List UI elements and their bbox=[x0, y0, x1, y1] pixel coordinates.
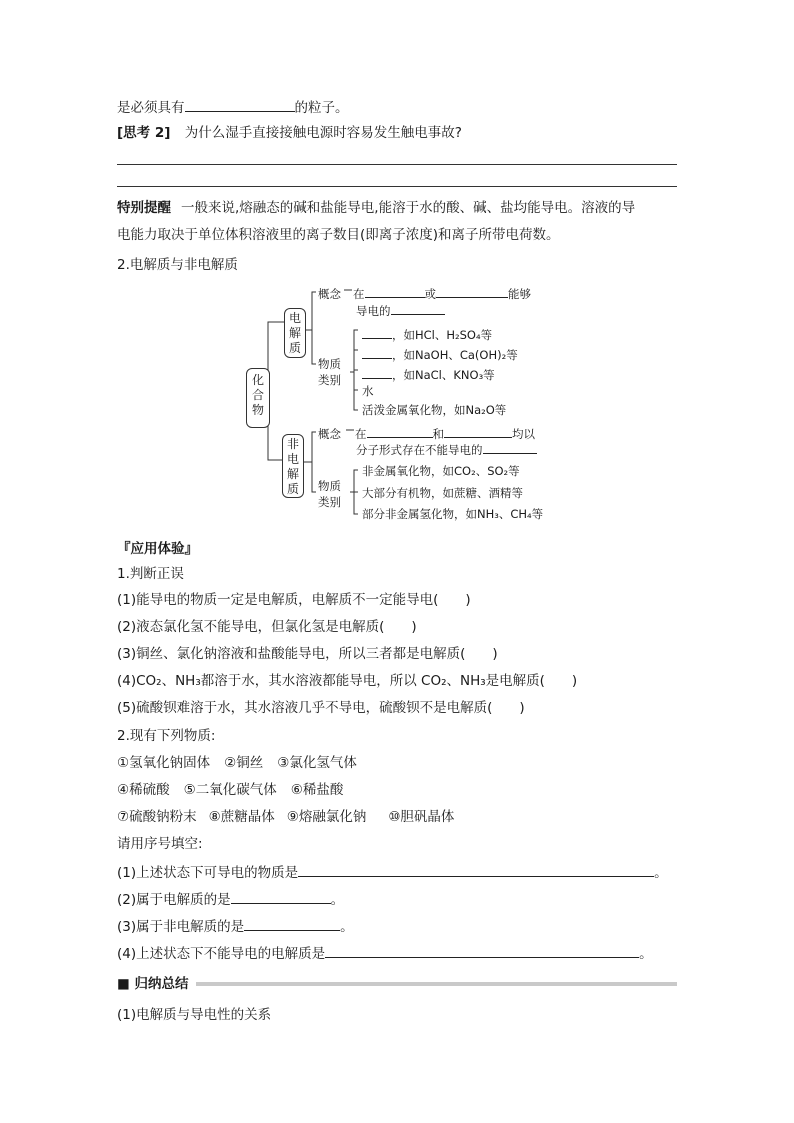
answer-blank[interactable] bbox=[325, 943, 639, 958]
compound-box bbox=[246, 368, 270, 428]
category-label: 类别 bbox=[318, 373, 341, 387]
electrolyte-item bbox=[362, 364, 495, 383]
answer-blank[interactable] bbox=[298, 862, 654, 877]
answer-blank[interactable] bbox=[436, 283, 508, 298]
box-char: 质 bbox=[288, 341, 301, 355]
nonelectrolyte-item: 大部分有机物，如蔗糖、酒精等 bbox=[362, 486, 523, 500]
q2-fill-3 bbox=[117, 916, 354, 936]
summary-item: (1)电解质与导电性的关系 bbox=[117, 1007, 272, 1023]
box-char: 质 bbox=[286, 482, 299, 496]
substance: ①氢氧化钠固体 bbox=[117, 755, 211, 771]
tip-text-2: 电能力取决于单位体积溶液里的离子数目(即离子浓度)和离子所带电荷数。 bbox=[117, 227, 560, 243]
think-text: 为什么湿手直接接触电源时容易发生触电事故? bbox=[184, 125, 462, 141]
electrolyte-item bbox=[362, 344, 518, 363]
category-label: 类别 bbox=[318, 495, 341, 509]
electrolyte-item: 活泼金属氧化物，如Na₂O等 bbox=[362, 403, 507, 417]
concept-text: 和 bbox=[432, 427, 444, 441]
concept-text: 导电的 bbox=[356, 304, 391, 318]
item-text: ，如NaCl、KNO₃等 bbox=[392, 368, 495, 382]
q2-fill-2 bbox=[117, 889, 344, 909]
electrolyte-box bbox=[284, 308, 306, 358]
answer-blank[interactable] bbox=[362, 364, 392, 379]
substance: ②铜丝 bbox=[224, 755, 264, 771]
nonelectrolyte-concept-line-2 bbox=[356, 439, 537, 458]
think-tag: [思考 2] bbox=[117, 125, 171, 141]
box-char: 非 bbox=[286, 437, 299, 451]
box-char: 物 bbox=[251, 403, 264, 417]
substance: ⑤二氧化碳气体 bbox=[183, 782, 277, 798]
concept-text: 在 bbox=[353, 287, 365, 301]
electrolyte-item: 水 bbox=[362, 384, 374, 398]
answer-blank[interactable] bbox=[244, 916, 340, 931]
top-line-suffix: 的粒子。 bbox=[294, 100, 349, 116]
answer-blank[interactable] bbox=[483, 439, 537, 454]
apply-title: 『应用体验』 bbox=[117, 541, 198, 557]
fill-end: 。 bbox=[330, 892, 345, 908]
substance: ⑩胆矾晶体 bbox=[388, 809, 455, 825]
category-label: 物质 bbox=[318, 479, 341, 493]
nonelectrolyte-box bbox=[282, 434, 304, 498]
item-text: ，如HCl、H₂SO₄等 bbox=[392, 328, 493, 342]
answer-blank[interactable] bbox=[391, 300, 445, 315]
q1-item: (3)铜丝、氯化钠溶液和盐酸能导电，所以三者都是电解质( ) bbox=[117, 646, 498, 662]
concept-label: 概念 bbox=[318, 287, 341, 301]
fill-end: 。 bbox=[639, 946, 653, 962]
tip-text-1: 一般来说,熔融态的碱和盐能导电,能溶于水的酸、碱、盐均能导电。溶液的导 bbox=[181, 200, 636, 216]
q1-item: (5)硫酸钡难溶于水，其水溶液几乎不导电，硫酸钡不是电解质( ) bbox=[117, 700, 525, 716]
concept-text: 能够 bbox=[508, 287, 531, 301]
box-char: 解 bbox=[288, 326, 301, 340]
fill-prompt: (3)属于非电解质的是 bbox=[117, 919, 245, 935]
concept-text: 分子形式存在不能导电的 bbox=[356, 443, 483, 457]
concept-text: 在 bbox=[355, 427, 367, 441]
answer-blank[interactable] bbox=[362, 344, 392, 359]
nonelectrolyte-item: 部分非金属氢化物，如NH₃、CH₄等 bbox=[362, 507, 544, 521]
substance: ④稀硫酸 bbox=[117, 782, 170, 798]
fill-prompt: (2)属于电解质的是 bbox=[117, 892, 231, 908]
top-line-prefix: 是必须具有 bbox=[117, 100, 185, 116]
category-label: 物质 bbox=[318, 357, 341, 371]
concept-text: 或 bbox=[424, 287, 436, 301]
box-char: 化 bbox=[251, 373, 264, 387]
q2-fill-4 bbox=[117, 943, 653, 963]
q1-item: (1)能导电的物质一定是电解质，电解质不一定能导电( ) bbox=[117, 592, 471, 608]
q1-title: 1.判断正误 bbox=[117, 566, 184, 582]
answer-blank[interactable] bbox=[367, 423, 433, 438]
item-text: ，如NaOH、Ca(OH)₂等 bbox=[392, 348, 518, 362]
answer-blank[interactable] bbox=[365, 283, 425, 298]
tip-title: 特别提醒 bbox=[117, 200, 171, 216]
substance: ⑥稀盐酸 bbox=[290, 782, 344, 798]
box-char: 电 bbox=[288, 311, 301, 325]
q2-substance-row bbox=[117, 808, 454, 826]
concept-text: 均以 bbox=[512, 427, 535, 441]
q2-fill-1 bbox=[117, 862, 668, 882]
substance: ⑧蔗糖晶体 bbox=[208, 809, 275, 825]
q2-substance-row bbox=[117, 781, 343, 799]
q1-item: (2)液态氯化氢不能导电，但氯化氢是电解质( ) bbox=[117, 619, 417, 635]
concept-label: 概念 bbox=[318, 427, 341, 441]
fill-end: 。 bbox=[340, 919, 354, 935]
q2-substance-row bbox=[117, 754, 357, 772]
summary-title: ■ 归纳总结 bbox=[117, 975, 196, 993]
electrolyte-concept-line-2 bbox=[356, 300, 445, 319]
q2-instruction: 请用序号填空: bbox=[117, 836, 203, 852]
substance: ⑦硫酸钠粉末 bbox=[117, 809, 197, 825]
nonelectrolyte-item: 非金属氧化物，如CO₂、SO₂等 bbox=[362, 464, 520, 478]
answer-blank[interactable] bbox=[231, 889, 331, 904]
answer-blank[interactable] bbox=[362, 324, 392, 339]
fill-prompt: (1)上述状态下可导电的物质是 bbox=[117, 865, 299, 881]
q2-title: 2.现有下列物质: bbox=[117, 728, 216, 744]
substance: ③氯化氢气体 bbox=[277, 755, 357, 771]
q1-item: (4)CO₂、NH₃都溶于水，其水溶液都能导电，所以 CO₂、NH₃是电解质( ) bbox=[117, 673, 578, 689]
answer-blank[interactable] bbox=[444, 423, 512, 438]
box-char: 合 bbox=[251, 388, 264, 402]
fill-prompt: (4)上述状态下不能导电的电解质是 bbox=[117, 946, 326, 962]
substance: ⑨熔融氯化钠 bbox=[286, 809, 367, 825]
box-char: 电 bbox=[286, 452, 299, 466]
summary-divider bbox=[117, 982, 677, 986]
section-2-title: 2.电解质与非电解质 bbox=[117, 257, 238, 273]
box-char: 解 bbox=[286, 467, 299, 481]
electrolyte-item bbox=[362, 324, 492, 343]
fill-end: 。 bbox=[654, 865, 668, 881]
